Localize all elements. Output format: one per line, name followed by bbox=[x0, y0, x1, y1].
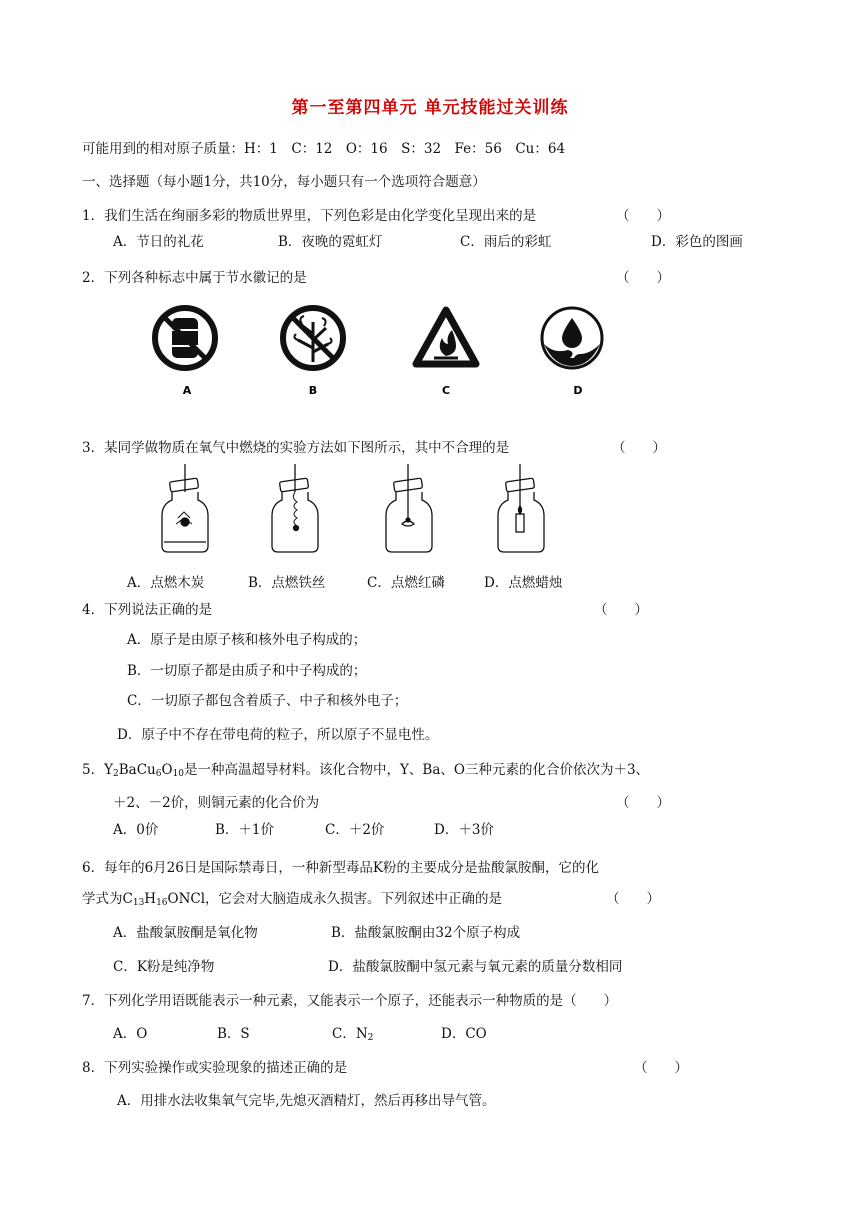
q1-option-a: A．节日的礼花 bbox=[113, 234, 204, 250]
q4-option-d: D．原子中不存在带电荷的粒子，所以原子不显电性。 bbox=[117, 727, 439, 743]
jar-candle-icon bbox=[498, 464, 544, 552]
q3-option-d: D．点燃蜡烛 bbox=[484, 575, 563, 591]
q2-label-b: B bbox=[308, 384, 318, 397]
q3-option-b: B．点燃铁丝 bbox=[248, 575, 326, 591]
q6-line2 bbox=[82, 887, 502, 908]
q6-line2-pre: 学式为C bbox=[82, 891, 133, 907]
q1-option-b: B．夜晚的霓虹灯 bbox=[278, 234, 383, 250]
q5-formula-sub-cu: 6 bbox=[155, 769, 162, 779]
jar-red-phosphorus-icon bbox=[386, 464, 432, 552]
q6-answer-paren: （ ） bbox=[606, 891, 660, 907]
q6-sub-c: 13 bbox=[132, 898, 145, 908]
q2-symbols-figure bbox=[140, 300, 620, 405]
q7-option-c-sub: 2 bbox=[367, 1033, 374, 1043]
q8-stem: 8．下列实验操作或实验现象的描述正确的是 bbox=[82, 1060, 348, 1076]
q8-answer-paren: （ ） bbox=[634, 1060, 688, 1076]
q5-formula bbox=[104, 762, 184, 778]
water-saving-emblem-icon bbox=[542, 308, 602, 368]
q5-answer-paren: （ ） bbox=[616, 795, 670, 811]
no-barrel-icon bbox=[155, 308, 215, 368]
q6-h: H bbox=[144, 891, 157, 907]
q3-option-a: A．点燃木炭 bbox=[127, 575, 205, 591]
q1-option-c: C．雨后的彩虹 bbox=[460, 234, 552, 250]
q5-option-d: D．＋3价 bbox=[434, 822, 494, 838]
q2-answer-paren: （ ） bbox=[616, 270, 670, 286]
q5-formula-y: Y bbox=[104, 762, 114, 778]
q4-option-b: B．一切原子都是由质子和中子构成的； bbox=[127, 663, 367, 679]
q2-label-c: C bbox=[441, 384, 451, 397]
q8-option-a: A．用排水法收集氧气完毕,先熄灭酒精灯，然后再移出导气管。 bbox=[117, 1093, 496, 1109]
q6-line2-post: ONCl，它会对大脑造成永久损害。下列叙述中正确的是 bbox=[167, 891, 503, 907]
q7-option-b: B．S bbox=[217, 1026, 250, 1042]
q5-line1-rest: 是一种高温超导材料。该化合物中，Y、Ba、O三种元素的化合价依次为＋3、 bbox=[184, 762, 650, 778]
q5-option-c: C．＋2价 bbox=[325, 822, 385, 838]
q5-line2: ＋2、－2价，则铜元素的化合价为 bbox=[113, 795, 320, 811]
q6-line1: 6．每年的6月26日是国际禁毒日，一种新型毒品K粉的主要成分是盐酸氯胺酮，它的化 bbox=[82, 860, 599, 876]
q6-option-c: C．K粉是纯净物 bbox=[113, 959, 215, 975]
atomic-mass-line: 可能用到的相对原子质量：H：1 C：12 O：16 S：32 Fe：56 Cu：64 bbox=[82, 141, 566, 157]
q4-option-a: A．原子是由原子核和核外电子构成的； bbox=[127, 632, 367, 648]
q3-answer-paren: （ ） bbox=[612, 440, 666, 456]
q5-option-a: A．0价 bbox=[113, 822, 159, 838]
q6-option-a: A．盐酸氯胺酮是氧化物 bbox=[113, 925, 258, 941]
q7-option-d: D．CO bbox=[441, 1026, 487, 1042]
q2-label-d: D bbox=[573, 384, 583, 397]
q5-option-b: B．＋1价 bbox=[215, 822, 275, 838]
q1-stem: 1．我们生活在绚丽多彩的物质世界里，下列色彩是由化学变化呈现出来的是 bbox=[82, 208, 537, 224]
q6-sub-h: 16 bbox=[156, 898, 168, 908]
q2-stem: 2．下列各种标志中属于节水徽记的是 bbox=[82, 270, 307, 286]
no-plant-icon bbox=[283, 308, 343, 368]
section-header: 一、选择题（每小题1分，共10分，每小题只有一个选项符合题意） bbox=[82, 174, 486, 190]
q1-option-d: D．彩色的图画 bbox=[651, 234, 743, 250]
jar-iron-wire-icon bbox=[272, 464, 318, 552]
q5-formula-bacu: BaCu bbox=[118, 762, 156, 778]
page-title: 第一至第四单元 单元技能过关训练 bbox=[291, 98, 569, 118]
q5-formula-o: O bbox=[161, 762, 173, 778]
q7-option-a: A．O bbox=[113, 1026, 148, 1042]
q7-option-c bbox=[332, 1022, 373, 1043]
q1-answer-paren: （ ） bbox=[616, 208, 670, 224]
q6-option-d: D．盐酸氯胺酮中氢元素与氧元素的质量分数相同 bbox=[328, 959, 623, 975]
q4-answer-paren: （ ） bbox=[594, 602, 648, 618]
q4-stem: 4．下列说法正确的是 bbox=[82, 602, 213, 618]
flammable-warning-icon bbox=[416, 310, 476, 364]
q5-formula-sub-y: 2 bbox=[113, 769, 119, 779]
q6-option-b: B．盐酸氯胺酮由32个原子构成 bbox=[331, 925, 521, 941]
jar-charcoal-icon bbox=[162, 464, 208, 552]
q3-option-c: C．点燃红磷 bbox=[367, 575, 445, 591]
q5-num: 5． bbox=[82, 762, 105, 778]
q5-formula-sub-o: 10 bbox=[172, 769, 185, 779]
q7-stem: 7．下列化学用语既能表示一种元素，又能表示一个原子，还能表示一种物质的是（ ） bbox=[82, 993, 618, 1009]
q3-stem: 3．某同学做物质在氧气中燃烧的实验方法如下图所示，其中不合理的是 bbox=[82, 440, 510, 456]
q3-experiments-figure bbox=[140, 462, 560, 562]
q7-option-c-text: C．N bbox=[332, 1026, 368, 1042]
q2-label-a: A bbox=[182, 384, 192, 397]
q4-option-c: C．一切原子都包含着质子、中子和核外电子； bbox=[127, 693, 408, 709]
q5-line1 bbox=[82, 758, 649, 779]
